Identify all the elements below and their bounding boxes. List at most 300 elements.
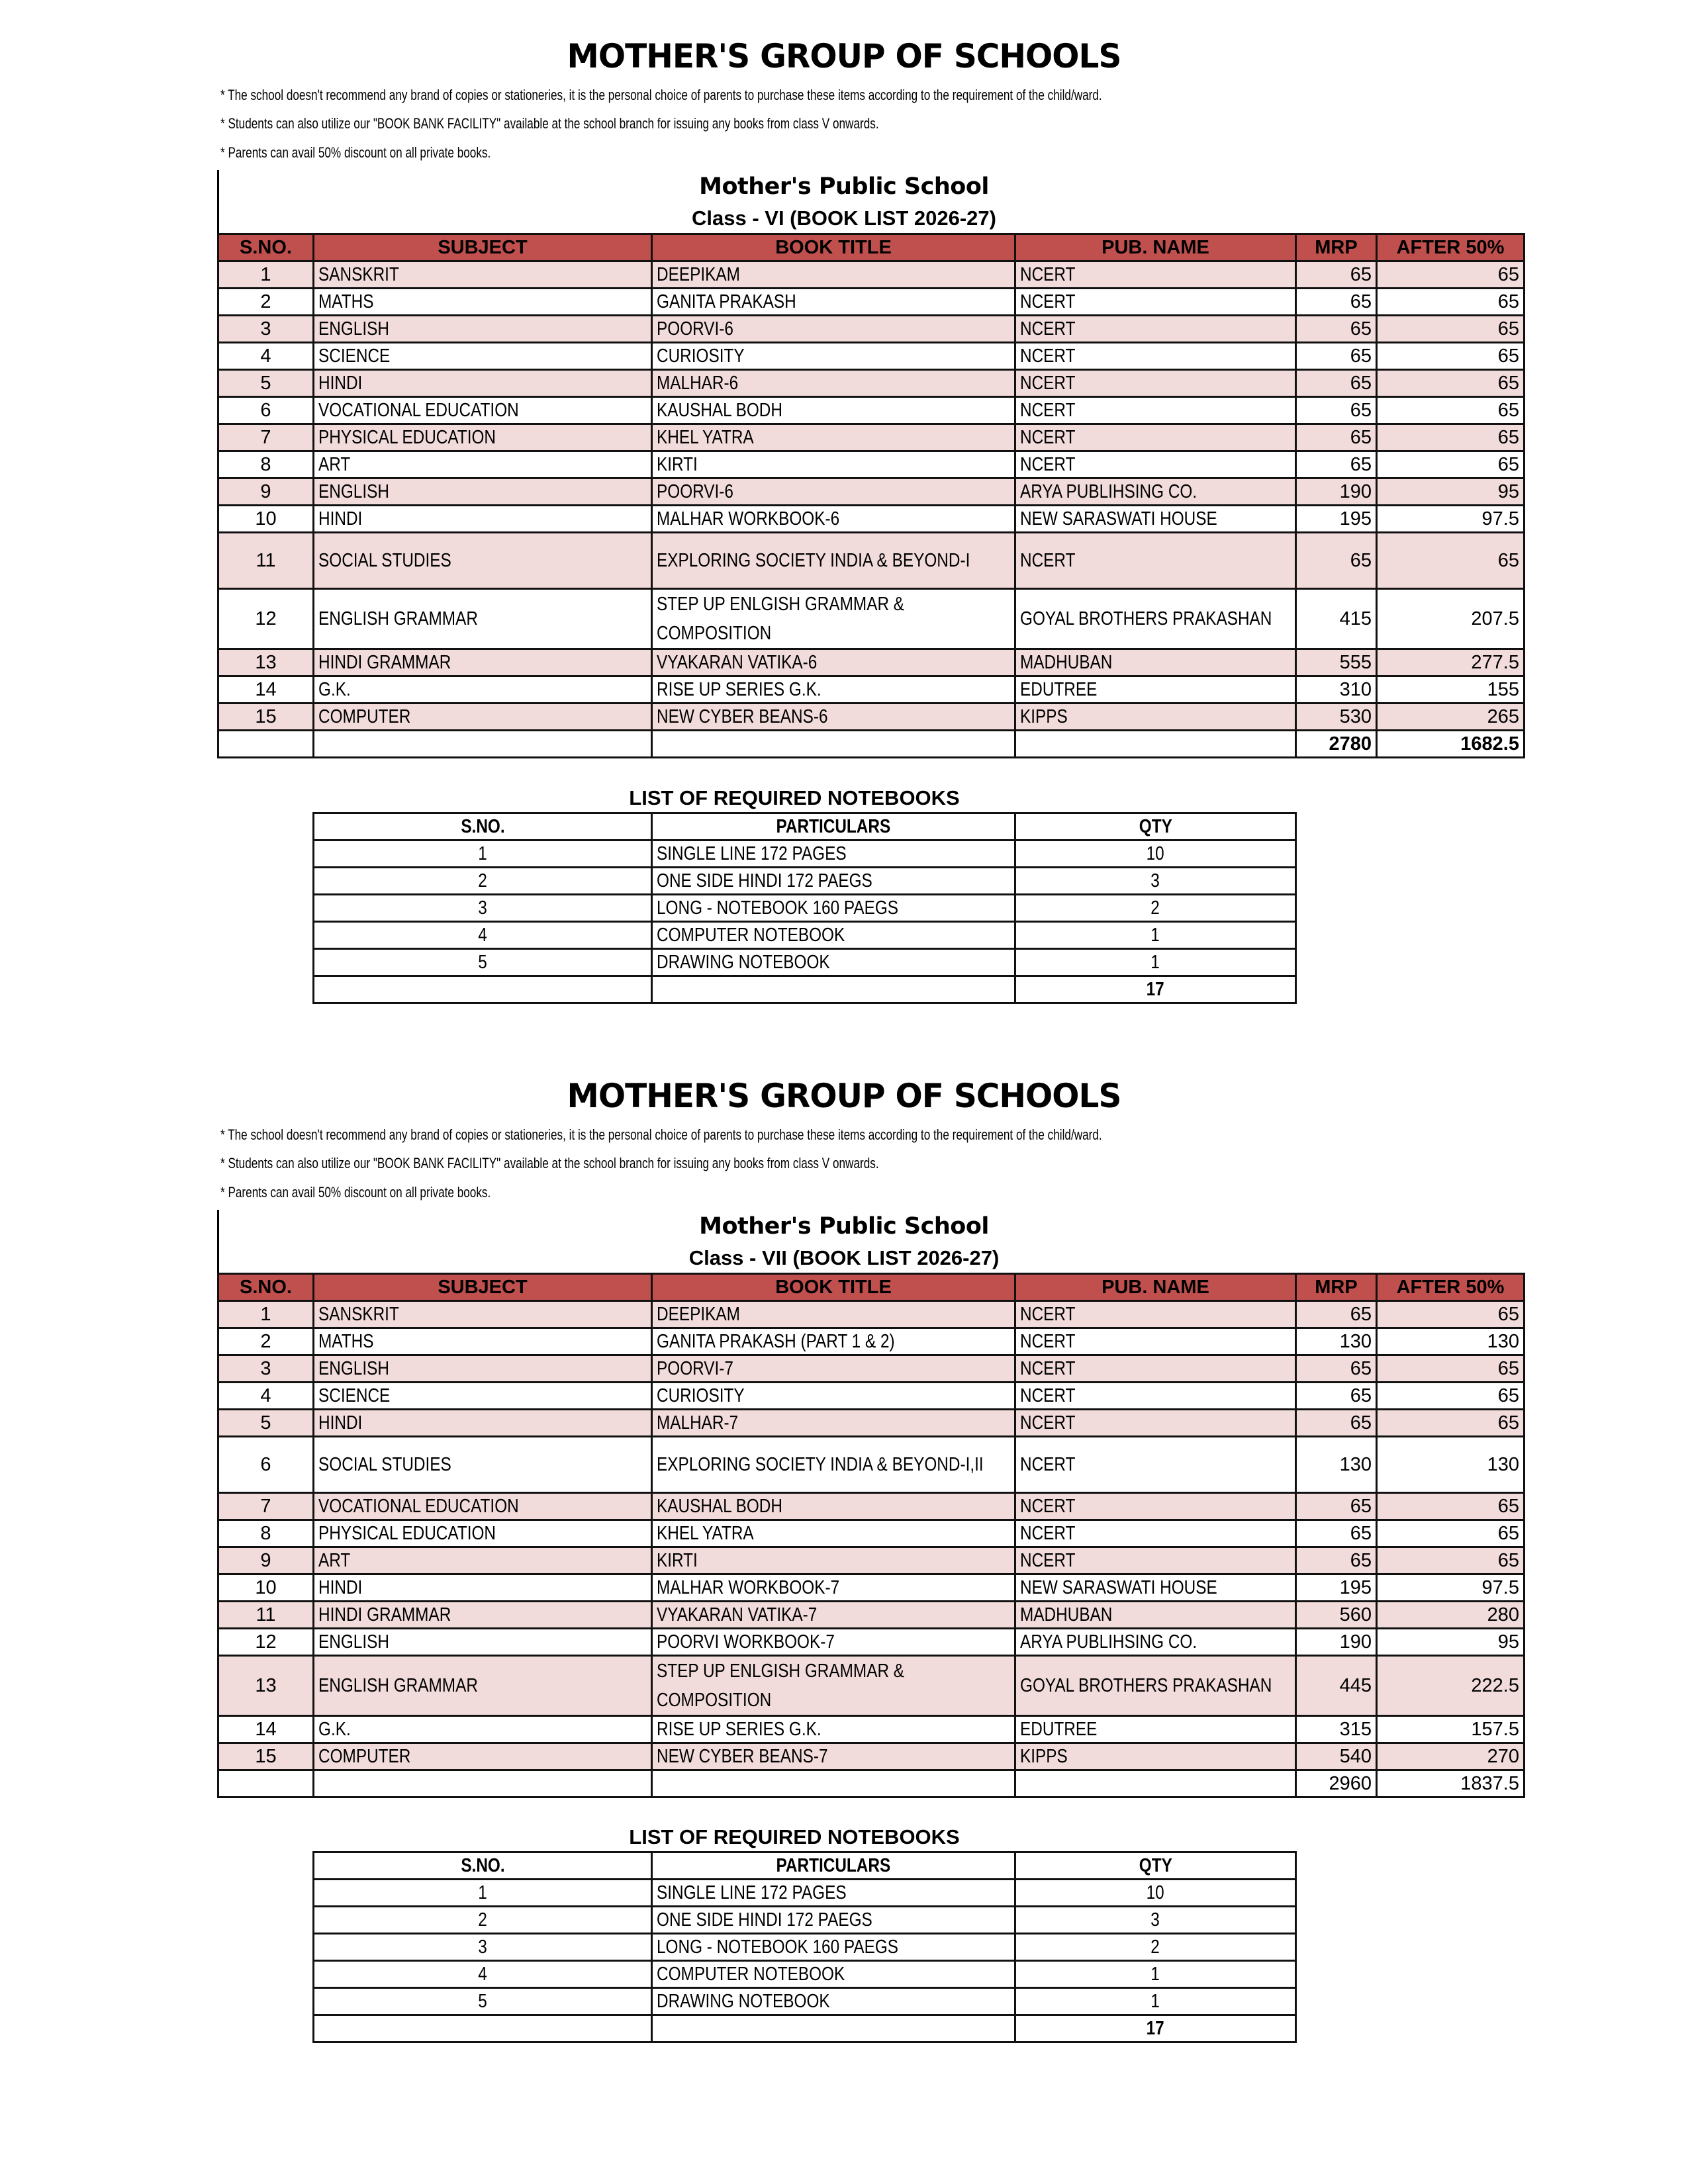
notebooks-col-header-particulars: [652, 1852, 1015, 1880]
cell-after-discount: [1377, 478, 1524, 506]
cell-mrp-text: 415: [1339, 608, 1372, 629]
cell-subject: [314, 1437, 652, 1493]
cell-book-title-text: CURIOSITY: [657, 1385, 745, 1406]
cell-subject-text: VOCATIONAL EDUCATION: [318, 399, 519, 421]
cell-sno-text: 13: [255, 651, 277, 673]
notebook-cell-particulars: [652, 1961, 1015, 1988]
table-row: [218, 704, 1524, 731]
cell-sno-text: 12: [255, 1631, 277, 1653]
cell-book-title: [652, 533, 1015, 589]
notebook-cell-text: 2: [478, 1909, 487, 1931]
cell-book-title-text: POORVI WORKBOOK-7: [657, 1631, 835, 1653]
cell-subject: [314, 1301, 652, 1328]
total-mrp: 2780: [1296, 731, 1377, 758]
cell-mrp: [1296, 451, 1377, 478]
cell-mrp: [1296, 478, 1377, 506]
notebook-cell-text: 2: [1150, 897, 1160, 919]
group-title: MOTHER'S GROUP OF SCHOOLS: [567, 1077, 1121, 1115]
cell-book-title: [652, 1301, 1015, 1328]
empty-cell: [1015, 1770, 1296, 1797]
cell-mrp-text: 65: [1350, 453, 1372, 475]
cell-mrp-text: 65: [1350, 426, 1372, 448]
notebook-cell-particulars: [652, 1907, 1015, 1934]
cell-book-title: [652, 649, 1015, 676]
table-row: [218, 1437, 1524, 1493]
cell-book-title: [652, 1383, 1015, 1410]
notebook-cell-text: 2: [478, 870, 487, 891]
notebook-cell-text: 5: [478, 951, 487, 973]
notebook-cell-sno: [314, 1988, 652, 2015]
cell-mrp-text: 65: [1350, 291, 1372, 312]
cell-subject: [314, 478, 652, 506]
cell-subject-text: SCIENCE: [318, 1385, 391, 1406]
cell-book-title-text: EXPLORING SOCIETY INDIA & BEYOND-I: [657, 549, 970, 571]
table-row: [218, 649, 1524, 676]
cell-publisher: [1015, 424, 1296, 451]
col-header-mrp: MRP: [1296, 234, 1377, 261]
cell-book-title-text: STEP UP ENLGISH GRAMMAR & COMPOSITION: [657, 594, 905, 644]
cell-sno: [218, 261, 314, 289]
notebook-total-text: 17: [1146, 978, 1165, 1000]
table-row: [218, 397, 1524, 424]
total-after-discount: 1837.5: [1377, 1770, 1524, 1797]
notebook-cell-sno: [314, 1907, 652, 1934]
cell-book-title-text: MALHAR WORKBOOK-6: [657, 508, 840, 529]
cell-book-title: [652, 316, 1015, 343]
cell-sno: [218, 1410, 314, 1437]
cell-sno: [218, 1716, 314, 1743]
note-brand: * The school doesn't recommend any brand of copies or stationeries, it is the personal choice of parents to purchase these items according to the requirement of the child/ward.: [220, 87, 1102, 103]
notebook-cell-text: 1: [1150, 1963, 1160, 1985]
cell-subject: [314, 343, 652, 370]
col-header-after-discount: AFTER 50%: [1377, 1274, 1524, 1301]
cell-sno-text: 10: [255, 1576, 277, 1598]
cell-sno: [218, 1355, 314, 1383]
cell-subject: [314, 1656, 652, 1716]
cell-mrp-text: 310: [1339, 678, 1372, 700]
cell-subject-text: SOCIAL STUDIES: [318, 549, 451, 571]
cell-subject: [314, 506, 652, 533]
table-row: [218, 1743, 1524, 1770]
book-list-table: [217, 233, 1525, 758]
cell-sno: [218, 1656, 314, 1716]
cell-after-discount: [1377, 1602, 1524, 1629]
notebook-cell-text: ONE SIDE HINDI 172 PAEGS: [657, 1909, 872, 1931]
cell-book-title-text: DEEPIKAM: [657, 263, 740, 285]
empty-cell: [314, 731, 652, 758]
total-mrp: 2960: [1296, 1770, 1377, 1797]
note-book-bank: * Students can also utilize our "BOOK BANK FACILITY" available at the school branch for issuing any books from class V onwards.: [220, 115, 879, 132]
notebooks-col-header-qty: [1015, 1852, 1296, 1880]
cell-book-title-text: POORVI-6: [657, 318, 733, 340]
cell-book-title: [652, 1355, 1015, 1383]
cell-mrp: [1296, 261, 1377, 289]
cell-publisher: [1015, 1520, 1296, 1547]
notebook-cell-sno: [314, 1961, 652, 1988]
cell-mrp: [1296, 397, 1377, 424]
notebook-cell-qty: [1015, 1880, 1296, 1907]
cell-after-discount: [1377, 704, 1524, 731]
table-row: [218, 676, 1524, 704]
cell-after-discount: [1377, 1547, 1524, 1574]
table-row: [218, 1656, 1524, 1716]
col-header-subject: SUBJECT: [314, 1274, 652, 1301]
cell-subject-text: PHYSICAL EDUCATION: [318, 1522, 496, 1544]
cell-mrp: [1296, 589, 1377, 649]
notebook-cell-text: 1: [478, 842, 487, 864]
cell-book-title-text: MALHAR-7: [657, 1412, 739, 1433]
cell-publisher: [1015, 370, 1296, 397]
cell-book-title: [652, 1602, 1015, 1629]
cell-sno: [218, 1547, 314, 1574]
cell-after-discount: [1377, 289, 1524, 316]
notebook-cell-sno: [314, 895, 652, 922]
cell-subject: [314, 589, 652, 649]
cell-mrp: [1296, 1410, 1377, 1437]
class-title: Class - VII (BOOK LIST 2026-27): [688, 1246, 1000, 1269]
cell-sno-text: 12: [255, 608, 277, 629]
notebook-cell-text: DRAWING NOTEBOOK: [657, 1990, 830, 2012]
school-name: Mother's Public School: [699, 173, 989, 200]
notebook-cell-text: 3: [478, 897, 487, 919]
cell-book-title-text: NEW CYBER BEANS-7: [657, 1745, 828, 1767]
cell-publisher: [1015, 1355, 1296, 1383]
cell-subject-text: ART: [318, 1549, 351, 1571]
cell-subject: [314, 1716, 652, 1743]
note-book-bank: * Students can also utilize our "BOOK BANK FACILITY" available at the school branch for issuing any books from class V onwards.: [220, 1155, 879, 1171]
notebook-cell-qty: [1015, 1934, 1296, 1961]
cell-subject: [314, 1574, 652, 1602]
cell-subject-text: HINDI: [318, 1412, 363, 1433]
col-header-after-discount: AFTER 50%: [1377, 234, 1524, 261]
cell-subject: [314, 1383, 652, 1410]
cell-subject-text: G.K.: [318, 1718, 351, 1740]
cell-subject-text: ENGLISH: [318, 1631, 389, 1653]
cell-book-title-text: KHEL YATRA: [657, 1522, 754, 1544]
cell-subject-text: ENGLISH: [318, 318, 389, 340]
cell-sno: [218, 370, 314, 397]
cell-publisher: [1015, 1743, 1296, 1770]
cell-sno-text: 11: [256, 1604, 276, 1625]
total-after-discount: 1682.5: [1377, 731, 1524, 758]
cell-sno: [218, 1602, 314, 1629]
cell-mrp: [1296, 1301, 1377, 1328]
cell-publisher-text: NCERT: [1020, 318, 1076, 340]
table-row: [218, 1629, 1524, 1656]
notebooks-col-header-text: PARTICULARS: [776, 1854, 891, 1876]
cell-after-discount-text: 65: [1497, 1549, 1519, 1571]
cell-after-discount: [1377, 649, 1524, 676]
notebook-cell-text: ONE SIDE HINDI 172 PAEGS: [657, 870, 872, 891]
cell-book-title: [652, 1629, 1015, 1656]
notebook-cell-particulars: [652, 922, 1015, 949]
cell-mrp-text: 65: [1350, 1357, 1372, 1379]
cell-book-title-text: KAUSHAL BODH: [657, 399, 782, 421]
cell-sno: [218, 1437, 314, 1493]
cell-sno: [218, 478, 314, 506]
col-header-book-title: BOOK TITLE: [652, 1274, 1015, 1301]
cell-book-title-text: STEP UP ENLGISH GRAMMAR & COMPOSITION: [657, 1661, 905, 1711]
cell-after-discount-text: 65: [1497, 1522, 1519, 1544]
cell-after-discount: [1377, 1301, 1524, 1328]
cell-mrp: [1296, 1656, 1377, 1716]
cell-sno-text: 6: [260, 1453, 271, 1475]
cell-subject-text: ART: [318, 453, 351, 475]
notebook-cell-qty: [1015, 922, 1296, 949]
cell-sno-text: 3: [260, 318, 271, 340]
table-row: [218, 1355, 1524, 1383]
notebook-cell-text: 10: [1146, 842, 1165, 864]
cell-after-discount: [1377, 1574, 1524, 1602]
cell-subject: [314, 1629, 652, 1656]
cell-subject-text: HINDI GRAMMAR: [318, 1604, 451, 1625]
cell-subject: [314, 451, 652, 478]
cell-publisher-text: NCERT: [1020, 399, 1076, 421]
table-row: [218, 1716, 1524, 1743]
cell-subject-text: MATHS: [318, 1330, 374, 1352]
cell-publisher-text: NCERT: [1020, 263, 1076, 285]
cell-book-title-text: RISE UP SERIES G.K.: [657, 1718, 821, 1740]
cell-mrp: [1296, 506, 1377, 533]
notebooks-table: [312, 1851, 1297, 2043]
notebooks-col-header-text: QTY: [1139, 1854, 1172, 1876]
notebook-cell-text: 3: [1150, 1909, 1160, 1931]
notebook-cell-particulars: [652, 1934, 1015, 1961]
cell-subject-text: MATHS: [318, 291, 374, 312]
cell-after-discount-text: 65: [1497, 399, 1519, 421]
notebook-cell-text: 1: [478, 1882, 487, 1903]
cell-mrp: [1296, 1547, 1377, 1574]
cell-publisher: [1015, 261, 1296, 289]
cell-publisher-text: NCERT: [1020, 1522, 1076, 1544]
note-brand: * The school doesn't recommend any brand of copies or stationeries, it is the personal choice of parents to purchase these items according to the requirement of the child/ward.: [220, 1126, 1102, 1143]
cell-subject-text: HINDI: [318, 508, 363, 529]
cell-after-discount: [1377, 1520, 1524, 1547]
cell-publisher: [1015, 1574, 1296, 1602]
cell-publisher: [1015, 533, 1296, 589]
cell-subject: [314, 1355, 652, 1383]
cell-publisher-text: ARYA PUBLIHSING CO.: [1020, 1631, 1197, 1653]
table-row: [218, 424, 1524, 451]
cell-after-discount-text: 277.5: [1471, 651, 1519, 673]
table-row: [218, 451, 1524, 478]
notebook-cell-particulars: [652, 949, 1015, 976]
cell-publisher: [1015, 589, 1296, 649]
cell-publisher-text: NCERT: [1020, 345, 1076, 367]
notebook-cell-text: LONG - NOTEBOOK 160 PAEGS: [657, 1936, 899, 1958]
cell-after-discount: [1377, 1410, 1524, 1437]
notebook-cell-text: COMPUTER NOTEBOOK: [657, 924, 845, 946]
total-row: [218, 731, 1524, 758]
cell-sno: [218, 316, 314, 343]
cell-subject-text: SANSKRIT: [318, 263, 399, 285]
cell-sno: [218, 533, 314, 589]
cell-after-discount: [1377, 424, 1524, 451]
cell-after-discount-text: 265: [1487, 705, 1519, 727]
cell-sno-text: 7: [260, 426, 271, 448]
notebook-total-row: [314, 2015, 1296, 2042]
cell-sno-text: 8: [260, 1522, 271, 1544]
cell-subject: [314, 1602, 652, 1629]
note-discount: * Parents can avail 50% discount on all private books.: [220, 144, 491, 161]
notebook-row: [314, 841, 1296, 868]
notebook-row: [314, 1988, 1296, 2015]
cell-book-title-text: KIRTI: [657, 453, 698, 475]
cell-book-title: [652, 478, 1015, 506]
cell-mrp: [1296, 1383, 1377, 1410]
notebooks-col-header-text: S.NO.: [460, 815, 505, 837]
cell-after-discount-text: 65: [1497, 263, 1519, 285]
col-header-sno: S.NO.: [218, 1274, 314, 1301]
cell-publisher-text: NCERT: [1020, 426, 1076, 448]
cell-publisher-text: MADHUBAN: [1020, 651, 1113, 673]
cell-mrp-text: 65: [1350, 372, 1372, 394]
cell-book-title: [652, 1656, 1015, 1716]
col-header-book-title: BOOK TITLE: [652, 234, 1015, 261]
cell-mrp-text: 560: [1339, 1604, 1372, 1625]
table-row: [218, 1602, 1524, 1629]
notebook-cell-text: SINGLE LINE 172 PAGES: [657, 1882, 847, 1903]
cell-mrp-text: 530: [1339, 705, 1372, 727]
cell-sno: [218, 649, 314, 676]
cell-mrp-text: 190: [1339, 1631, 1372, 1653]
cell-publisher-text: NCERT: [1020, 549, 1076, 571]
notebook-cell-text: 5: [478, 1990, 487, 2012]
cell-book-title-text: EXPLORING SOCIETY INDIA & BEYOND-I,II: [657, 1454, 984, 1475]
cell-mrp-text: 65: [1350, 318, 1372, 340]
cell-mrp-text: 65: [1350, 1412, 1372, 1433]
cell-subject-text: SCIENCE: [318, 345, 391, 367]
table-row: [218, 1301, 1524, 1328]
cell-sno: [218, 589, 314, 649]
cell-publisher: [1015, 1301, 1296, 1328]
cell-mrp-text: 65: [1350, 263, 1372, 285]
table-header-row: [218, 1274, 1524, 1301]
notebook-cell-text: 3: [478, 1936, 487, 1958]
cell-subject: [314, 289, 652, 316]
cell-subject: [314, 424, 652, 451]
cell-book-title-text: MALHAR WORKBOOK-7: [657, 1576, 840, 1598]
cell-after-discount: [1377, 261, 1524, 289]
cell-subject: [314, 261, 652, 289]
cell-book-title-text: GANITA PRAKASH: [657, 291, 796, 312]
notebook-row: [314, 895, 1296, 922]
notebook-cell-text: 1: [1150, 951, 1160, 973]
cell-publisher-text: NCERT: [1020, 1549, 1076, 1571]
cell-after-discount-text: 65: [1497, 1412, 1519, 1433]
cell-book-title: [652, 397, 1015, 424]
cell-sno-text: 2: [260, 291, 271, 312]
table-row: [218, 506, 1524, 533]
cell-sno-text: 6: [260, 399, 271, 421]
cell-publisher: [1015, 478, 1296, 506]
cell-mrp: [1296, 1355, 1377, 1383]
cell-publisher-text: EDUTREE: [1020, 678, 1098, 700]
cell-subject: [314, 370, 652, 397]
cell-mrp-text: 65: [1350, 1303, 1372, 1325]
notebook-cell-text: DRAWING NOTEBOOK: [657, 951, 830, 973]
cell-mrp: [1296, 533, 1377, 589]
col-header-pub-name: PUB. NAME: [1015, 1274, 1296, 1301]
cell-sno-text: 4: [260, 345, 271, 367]
cell-subject: [314, 397, 652, 424]
cell-sno-text: 11: [256, 549, 276, 571]
cell-subject: [314, 676, 652, 704]
notebook-cell-text: 10: [1146, 1882, 1165, 1903]
notebooks-col-header-text: PARTICULARS: [776, 815, 891, 837]
cell-mrp-text: 65: [1350, 549, 1372, 571]
notebooks-table: [312, 812, 1297, 1004]
cell-mrp-text: 65: [1350, 1495, 1372, 1517]
cell-subject: [314, 704, 652, 731]
cell-subject: [314, 533, 652, 589]
empty-cell: [218, 1770, 314, 1797]
cell-book-title-text: CURIOSITY: [657, 345, 745, 367]
cell-book-title: [652, 1493, 1015, 1520]
notebook-row: [314, 949, 1296, 976]
empty-cell: [218, 731, 314, 758]
notebooks-header-row: [314, 1852, 1296, 1880]
cell-sno: [218, 424, 314, 451]
cell-mrp-text: 65: [1350, 1385, 1372, 1406]
cell-publisher: [1015, 1656, 1296, 1716]
cell-sno: [218, 451, 314, 478]
cell-subject: [314, 649, 652, 676]
notebooks-col-header-text: QTY: [1139, 815, 1172, 837]
cell-sno-text: 9: [260, 1549, 271, 1571]
col-header-sno: S.NO.: [218, 234, 314, 261]
table-row: [218, 1328, 1524, 1355]
cell-publisher-text: NCERT: [1020, 291, 1076, 312]
empty-cell: [314, 976, 652, 1003]
cell-publisher: [1015, 1493, 1296, 1520]
cell-after-discount: [1377, 1493, 1524, 1520]
school-name: Mother's Public School: [699, 1213, 989, 1240]
notebook-cell-sno: [314, 1880, 652, 1907]
table-row: [218, 289, 1524, 316]
notebook-cell-particulars: [652, 895, 1015, 922]
cell-book-title: [652, 589, 1015, 649]
cell-publisher: [1015, 316, 1296, 343]
cell-mrp-text: 65: [1350, 399, 1372, 421]
empty-cell: [314, 2015, 652, 2042]
notebook-total-qty: [1015, 976, 1296, 1003]
cell-book-title-text: KHEL YATRA: [657, 426, 754, 448]
cell-mrp: [1296, 343, 1377, 370]
notebook-cell-sno: [314, 868, 652, 895]
cell-sno: [218, 704, 314, 731]
cell-sno-text: 14: [255, 1718, 277, 1740]
cell-after-discount: [1377, 1328, 1524, 1355]
notebook-cell-particulars: [652, 1988, 1015, 2015]
cell-after-discount-text: 97.5: [1481, 508, 1519, 529]
notebook-row: [314, 1934, 1296, 1961]
notebook-cell-text: COMPUTER NOTEBOOK: [657, 1963, 845, 1985]
cell-mrp-text: 190: [1339, 480, 1372, 502]
cell-after-discount-text: 65: [1497, 1495, 1519, 1517]
notebook-row: [314, 868, 1296, 895]
cell-subject-text: ENGLISH GRAMMAR: [318, 608, 478, 629]
cell-mrp-text: 65: [1350, 345, 1372, 367]
cell-publisher-text: GOYAL BROTHERS PRAKASHAN: [1020, 608, 1272, 629]
notebook-cell-particulars: [652, 868, 1015, 895]
cell-book-title: [652, 343, 1015, 370]
cell-subject: [314, 1520, 652, 1547]
book-list-table: [217, 1273, 1525, 1798]
cell-sno: [218, 1383, 314, 1410]
cell-sno-text: 3: [260, 1357, 271, 1379]
cell-after-discount: [1377, 1383, 1524, 1410]
